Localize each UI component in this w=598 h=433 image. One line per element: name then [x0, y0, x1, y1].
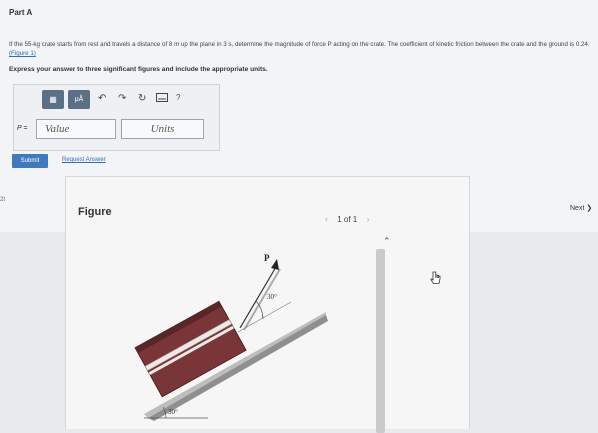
- next-figure-button[interactable]: ›: [366, 214, 370, 224]
- prev-figure-button[interactable]: ‹: [325, 214, 328, 224]
- undo-icon[interactable]: ↶: [98, 93, 107, 104]
- answer-instruction: Express your answer to three significant figures and include the appropriate units.: [9, 66, 268, 73]
- force-label: P: [264, 253, 270, 263]
- question-text: [9, 40, 594, 58]
- figure-scrollbar[interactable]: [376, 249, 385, 433]
- force-arrowhead: [271, 259, 279, 270]
- help-button[interactable]: ?: [176, 93, 181, 102]
- figure-title: Figure: [78, 206, 112, 218]
- reset-icon[interactable]: ↻: [138, 93, 147, 104]
- variable-label: P =: [17, 125, 28, 132]
- request-answer-link[interactable]: Request Answer: [62, 157, 106, 163]
- units-input[interactable]: Units: [121, 119, 204, 139]
- force-angle-label: 30°: [267, 293, 277, 301]
- pointer-cursor-icon: [430, 271, 442, 285]
- units-button[interactable]: μÅ: [68, 90, 90, 109]
- answer-box: [13, 84, 220, 151]
- value-input[interactable]: Value: [36, 119, 116, 139]
- keyboard-icon[interactable]: [156, 93, 168, 105]
- figure-panel: [65, 176, 470, 429]
- incline-diagram: [126, 237, 366, 427]
- templates-button[interactable]: ▦: [42, 90, 64, 109]
- submit-button[interactable]: Submit: [12, 154, 48, 168]
- figure-pager: [320, 214, 374, 224]
- incline-angle-label: 30°: [168, 408, 178, 416]
- part-title: Part A: [9, 8, 33, 17]
- pager-text: 1 of 1: [337, 215, 358, 224]
- crate: [135, 301, 246, 397]
- redo-icon[interactable]: ↷: [118, 93, 127, 104]
- scroll-up-icon[interactable]: ⌃: [383, 236, 391, 246]
- figure-link[interactable]: (Figure 1): [9, 50, 36, 57]
- next-button[interactable]: Next ❯: [570, 205, 593, 212]
- side-marker: 2t: [0, 197, 6, 203]
- question-body: If the 55-kg crate starts from rest and travels a distance of 8 m up the plane in 3 s, determine the magnitude of force P acting on the crate. The coefficient of kinetic friction between the crate and the ground is 0.24.: [9, 41, 590, 48]
